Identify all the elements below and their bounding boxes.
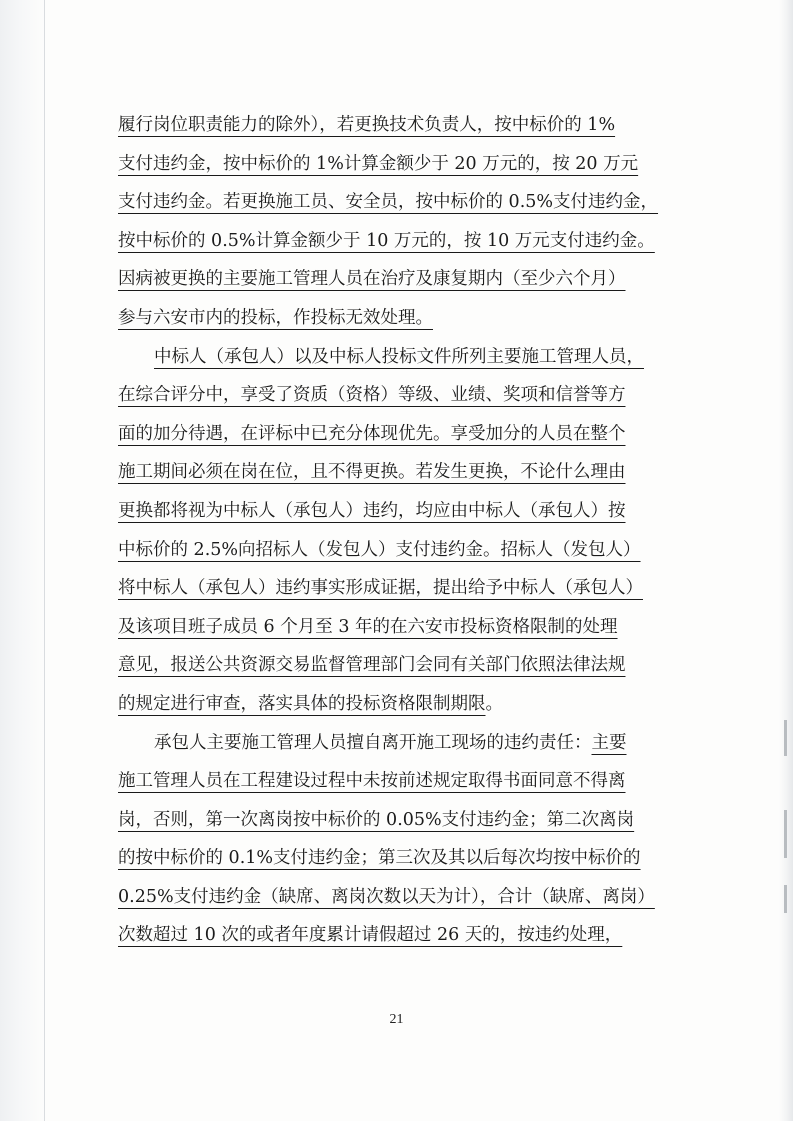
paragraph-start-line [118,338,690,377]
text-line-content: 在综合评分中，享受了资质（资格）等级、业绩、奖项和信誉等方 [118,385,626,406]
scan-mark-right [784,810,787,858]
text-line-content: 参与六安市内的投标，作投标无效处理。 [118,307,433,328]
document-body [118,106,690,955]
text-line-content: 及该项目班子成员 6 个月至 3 年的在六安市投标资格限制的处理 [118,616,618,637]
text-line-content: 的规定进行审查，落实具体的投标资格限制期限 [118,693,486,714]
text-line [118,106,690,145]
text-line-content: 按中标价的 0.5%计算金额少于 10 万元的，按 10 万元支付违约金。 [118,230,655,251]
text-line-content: 岗，否则，第一次离岗按中标价的 0.05%支付违约金；第二次离岗 [118,809,635,830]
text-line-content: 更换都将视为中标人（承包人）违约，均应由中标人（承包人）按 [118,500,626,521]
paragraph-heading-text: 承包人主要施工管理人员擅自离开施工现场的违约责任： [154,732,592,753]
text-line [118,145,690,184]
text-line [118,916,690,955]
text-line [118,531,690,570]
text-line-content: 履行岗位职责能力的除外），若更换技术负责人，按中标价的 1% [118,115,616,135]
scan-crease-left [44,0,45,1121]
trailing-period: 。 [485,693,503,714]
text-line-content: 中标价的 2.5%向招标人（发包人）支付违约金。招标人（发包人） [118,539,641,560]
scan-shadow-left [0,0,46,1121]
scan-mark-right [784,885,787,913]
scan-mark-right [784,720,787,756]
text-line-content: 中标人（承包人）以及中标人投标文件所列主要施工管理人员， [154,346,644,367]
text-line [118,569,690,608]
text-line-content: 施工期间必须在岗在位，且不得更换。若发生更换，不论什么理由 [118,462,626,483]
text-line [118,492,690,531]
text-line-content: 次数超过 10 次的或者年度累计请假超过 26 天的，按违约处理， [118,925,623,946]
text-line-content: 施工管理人员在工程建设过程中未按前述规定取得书面同意不得离 [118,771,626,792]
text-line [118,299,690,338]
text-line [118,453,690,492]
text-line-content: 主要 [591,732,627,753]
text-line-content: 0.25%支付违约金（缺席、离岗次数以天为计），合计（缺席、离岗） [118,886,655,907]
paragraph-start-line [118,724,690,763]
page-number: 21 [389,1012,404,1027]
text-line-content: 面的加分待遇，在评标中已充分体现优先。享受加分的人员在整个 [118,423,626,444]
text-line [118,878,690,917]
text-line [118,183,690,222]
scan-shadow-right [779,0,793,1121]
text-line [118,762,690,801]
text-line [118,801,690,840]
text-line-content: 意见，报送公共资源交易监督管理部门会同有关部门依照法律法规 [118,655,626,676]
text-line [118,260,690,299]
text-line [118,376,690,415]
text-line-content: 的按中标价的 0.1%支付违约金；第三次及其以后每次均按中标价的 [118,848,641,869]
text-line [118,608,690,647]
text-line-content: 支付违约金。若更换施工员、安全员，按中标价的 0.5%支付违约金， [118,192,659,213]
text-line [118,839,690,878]
text-line [118,222,690,261]
text-line-content: 将中标人（承包人）违约事实形成证据，提出给予中标人（承包人） [118,578,643,599]
text-line-content: 因病被更换的主要施工管理人员在治疗及康复期内（至少六个月） [118,269,626,290]
text-line [118,415,690,454]
text-line [118,646,690,685]
text-line-content: 支付违约金，按中标价的 1%计算金额少于 20 万元的，按 20 万元 [118,153,639,174]
text-line [118,685,690,724]
